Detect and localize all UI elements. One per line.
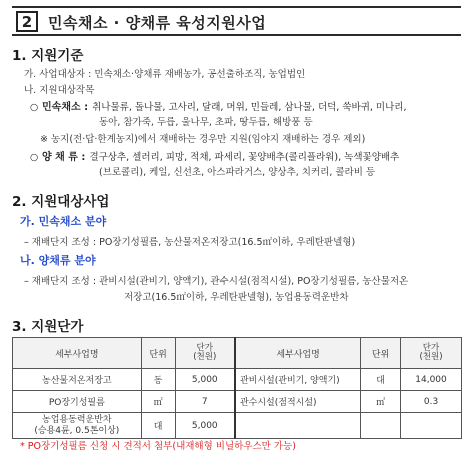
minsok-field-line: – 재배단지 조성 : PO장기성필름, 농산물저온저장고(16.5㎡이하, 우레탄판넬형) [24,237,356,248]
item-unit: 동 [141,369,175,391]
table-footnote: * PO장기성필름 신청 시 견적서 첨부(내재해형 비닐하우스만 가능) [20,441,296,452]
bullet-icon: ○ [30,102,39,113]
title-bar [12,6,461,36]
table-row [13,413,462,439]
col-header-price [401,338,462,369]
page-title: 민속채소 · 양채류 육성지원사업 [48,14,267,32]
yang-field-line2: 저장고(16.5㎡이하, 우레탄판넬형), 농업용동력운반차 [124,292,349,303]
item-name: PO장기성필름 [13,391,142,413]
empty-cell [361,413,401,439]
minsok-crops [30,98,406,113]
section-heading-criteria: 1. 지원기준 [12,48,84,64]
item-name-line1: 농업용동력운반차 [42,414,112,425]
item-price: 5,000 [175,369,235,391]
col-header-item: 세부사업명 [13,338,142,369]
section-heading-projects: 2. 지원대상사업 [12,194,110,210]
unit-price-table [12,337,462,439]
target-crops-label: 나. 지원대상작목 [24,85,95,96]
item-unit: 대 [361,369,401,391]
item-price: 14,000 [401,369,462,391]
item-unit: ㎡ [141,391,175,413]
item-price: 7 [175,391,235,413]
empty-cell [235,413,361,439]
col-header-unit: 단위 [141,338,175,369]
minsok-field-title: 가. 민속채소 분야 [20,215,107,228]
col-header-price [175,338,235,369]
table-row [13,391,462,413]
item-name [13,413,142,439]
item-name: 농산물저온저장고 [13,369,142,391]
item-name-line2: (승용4륜, 0.5톤이상) [34,425,120,436]
price-header-top: 단가 [196,343,213,353]
yang-label: 양 채 류 : [42,152,86,163]
minsok-label: 민속채소 : [42,102,89,113]
target-recipients: 가. 사업대상자 : 민속채소·양채류 재배농가, 공선출하조직, 농업법인 [24,69,306,80]
item-unit: 대 [141,413,175,439]
price-header-top: 단가 [422,343,440,353]
price-header-bottom: (천원) [419,352,443,362]
yang-field-line1: – 재배단지 조성 : 관비시설(관비기, 양액기), 관수시설(점적시설), PO장기성필름, 농산물저온 [24,276,409,287]
minsok-note: ※ 농지(전·답·한계농지)에서 재배하는 경우만 지원(임야지 재배하는 경우 제외) [40,134,366,145]
minsok-line2: 동아, 참가죽, 두릅, 울나무, 초파, 땅두릅, 해방풍 등 [99,117,313,128]
table-header-row [13,338,462,369]
item-price: 0.3 [401,391,462,413]
table-row [13,369,462,391]
yang-crops [30,148,399,163]
minsok-line1: 취나물류, 돌나물, 고사리, 달래, 머위, 민들레, 삼나물, 더덕, 쑥바귀, 미나리, [92,102,407,113]
bullet-icon: ○ [30,152,39,163]
item-unit: ㎡ [361,391,401,413]
col-header-unit: 단위 [361,338,401,369]
yang-field-title: 나. 양채류 분야 [20,254,96,267]
col-header-item: 세부사업명 [235,338,361,369]
item-price: 5,000 [175,413,235,439]
empty-cell [401,413,462,439]
section-number-box: 2 [16,11,38,32]
price-header-bottom: (천원) [193,352,217,362]
item-name: 관비시설(관비기, 양액기) [235,369,361,391]
yang-line1: 결구상추, 셀러리, 피망, 적채, 파세리, 꽃양배추(콜리플라워), 녹색꽃양배추 [89,152,400,163]
yang-line2: (브로콜리), 케일, 신선초, 아스파라거스, 양상추, 치커리, 콜라비 등 [99,167,376,178]
section-heading-unit-price: 3. 지원단가 [12,319,84,335]
item-name: 관수시설(점적시설) [235,391,361,413]
